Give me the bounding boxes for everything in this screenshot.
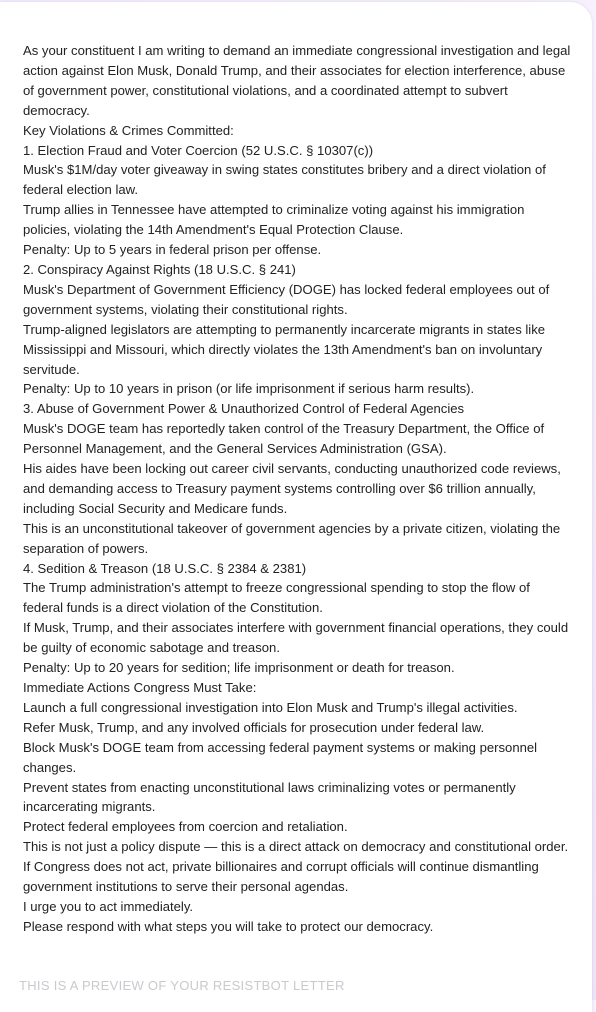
letter-paragraph: Musk's DOGE team has reportedly taken control of the Treasury Department, the Office of Personnel Management, and the General Services Administration (GSA). — [23, 421, 545, 457]
letter-paragraph: Block Musk's DOGE team from accessing federal payment systems or making personnel changes. — [23, 739, 538, 775]
letter-paragraph: The Trump administration's attempt to freeze congressional spending to stop the flow of federal funds is a direct violation of the Constitution. — [23, 580, 530, 616]
letter-body — [23, 41, 571, 937]
letter-paragraph: Trump allies in Tennessee have attempted to criminalize voting against his immigration policies, violating the 14th Amendment's Equal Protection Clause. — [23, 202, 525, 238]
letter-paragraph: Launch a full congressional investigation into Elon Musk and Trump's illegal activities. — [23, 699, 518, 715]
letter-paragraph: Please respond with what steps you will take to protect our democracy. — [23, 918, 434, 934]
letter-paragraph: Trump-aligned legislators are attempting to permanently incarcerate migrants in states like Mississippi and Missouri, which directly violates the 13th Amendment's ban on involuntary servitude. — [23, 321, 546, 377]
letter-paragraph: I urge you to act immediately. — [23, 898, 194, 914]
letter-paragraph: As your constituent I am writing to demand an immediate congressional investigation and legal action against Elon Musk, Donald Trump, and their associates for election interference, abuse of government power, constitutional violations, and a coordinated attempt to subvert democracy. — [23, 43, 571, 118]
letter-paragraph: His aides have been locking out career civil servants, conducting unauthorized code reviews, and demanding access to Treasury payment systems controlling over $6 trillion annually, including Social Security and Medicare funds. — [23, 461, 561, 516]
letter-paragraph: If Musk, Trump, and their associates interfere with government financial operations, they could be guilty of economic sabotage and treason. — [23, 620, 569, 656]
letter-paragraph: Musk's $1M/day voter giveaway in swing states constitutes bribery and a direct violation of federal election law. — [23, 162, 546, 198]
letter-paragraph: This is an unconstitutional takeover of government agencies by a private citizen, violating the separation of powers. — [23, 520, 561, 556]
letter-paragraph: Immediate Actions Congress Must Take: — [23, 680, 257, 695]
letter-paragraph: 2. Conspiracy Against Rights (18 U.S.C. § 241) — [23, 261, 296, 277]
letter-paragraph: Penalty: Up to 10 years in prison (or life imprisonment if serious harm results). — [23, 381, 475, 397]
preview-notice: THIS IS A PREVIEW OF YOUR RESISTBOT LETTER — [19, 978, 345, 993]
letter-paragraph: 1. Election Fraud and Voter Coercion (52 U.S.C. § 10307(c)) — [23, 142, 374, 158]
letter-paragraph: 3. Abuse of Government Power & Unauthorized Control of Federal Agencies — [23, 401, 465, 417]
letter-paragraph: Key Violations & Crimes Committed: — [23, 122, 234, 138]
letter-paragraph: This is not just a policy dispute — this is a direct attack on democracy and constitutional order. If Congress does not act, private billionaires and corrupt officials will continue dismantling government institutions to serve their personal agendas. — [23, 839, 569, 895]
letter-paragraph: 4. Sedition & Treason (18 U.S.C. § 2384 & 2381) — [23, 560, 307, 576]
letter-paragraph: Refer Musk, Trump, and any involved officials for prosecution under federal law. — [23, 719, 485, 735]
letter-paragraph: Prevent states from enacting unconstitutional laws criminalizing votes or permanently incarcerating migrants. — [23, 779, 516, 815]
letter-paragraph: Musk's Department of Government Efficiency (DOGE) has locked federal employees out of government systems, violating their constitutional rights. — [23, 281, 550, 317]
letter-paragraph: Protect federal employees from coercion and retaliation. — [23, 819, 348, 835]
letter-preview-card — [0, 2, 592, 1012]
letter-paragraph: Penalty: Up to 20 years for sedition; life imprisonment or death for treason. — [23, 660, 455, 676]
letter-paragraph: Penalty: Up to 5 years in federal prison per offense. — [23, 242, 322, 258]
